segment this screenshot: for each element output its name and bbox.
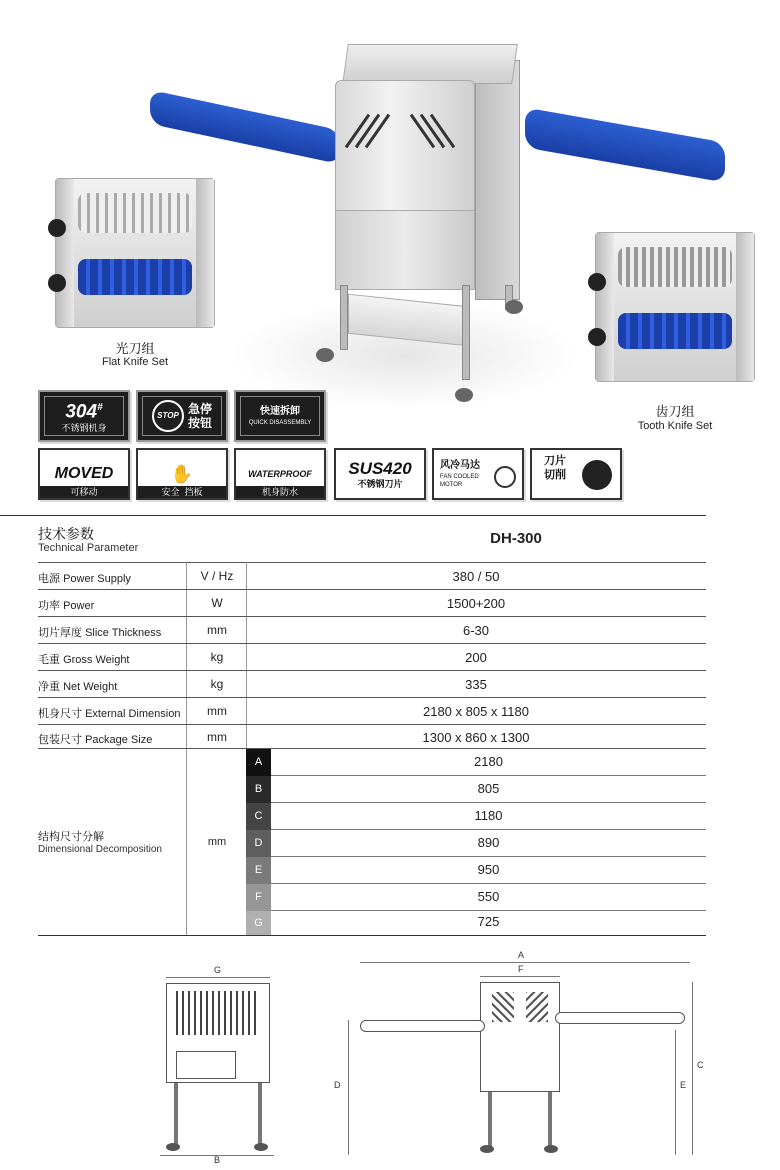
shield-icon: ✋ — [170, 463, 194, 484]
decomp-label-en: Dimensional Decomposition — [38, 844, 162, 855]
dimension-letter-a: A — [246, 749, 271, 776]
model-name: DH-300 — [490, 530, 542, 547]
dim-label-f: F — [518, 964, 524, 974]
badge-waterproof: WATERPROOF 机身防水 — [234, 448, 326, 500]
dim-label-e: E — [680, 1080, 687, 1090]
decomp-label-zh: 结构尺寸分解 — [38, 831, 104, 843]
right-conveyor — [555, 1012, 685, 1024]
dimension-value-b: 805 — [477, 781, 500, 796]
table-row: 净重 Net Weight kg 335 — [38, 677, 487, 693]
caster-wheel — [505, 300, 523, 314]
dimension-letter-b: B — [246, 776, 271, 803]
dimension-value-e: 950 — [477, 862, 500, 877]
left-conveyor — [360, 1020, 485, 1032]
dimension-value-f: 550 — [477, 889, 500, 904]
machine-leg — [462, 285, 470, 380]
flat-knife-set-image — [55, 178, 215, 328]
table-row: 毛重 Gross Weight kg 200 — [38, 650, 487, 666]
blade-assembly — [176, 991, 260, 1035]
caster-wheel — [480, 1145, 494, 1153]
badge-sus420-blade: SUS420 不锈钢刀片 — [334, 448, 426, 500]
tooth-knife-set-image — [595, 232, 755, 382]
table-top-line — [0, 515, 706, 516]
table-row: 电源 Power Supply V / Hz 380 / 50 — [38, 569, 500, 585]
badge-blade-cutting: 刀片切削 — [530, 448, 622, 500]
table-row: 包装尺寸 Package Size mm 1300 x 860 x 1300 — [38, 730, 530, 746]
dim-label-b: B — [214, 1155, 221, 1165]
badge-304-stainless: 304# 不锈钢机身 — [38, 390, 130, 442]
machine-leg — [340, 285, 348, 350]
meat-cut-icon — [582, 460, 612, 490]
dimension-value-g: 725 — [477, 914, 500, 929]
dimension-letter-d: D — [246, 830, 271, 857]
machine-top-cover — [342, 44, 518, 84]
right-conveyor-belt — [525, 107, 725, 182]
table-bottom-line — [38, 935, 706, 936]
dimension-letter-e: E — [246, 857, 271, 884]
tooth-knife-label-zh: 齿刀组 — [655, 404, 695, 419]
table-row: 切片厚度 Slice Thickness mm 6-30 — [38, 623, 490, 639]
flat-knife-label-zh: 光刀组 — [115, 341, 155, 356]
control-box — [176, 1051, 236, 1079]
side-view-drawing — [152, 965, 282, 1165]
machine-body — [335, 80, 475, 225]
dimension-value-d: 890 — [477, 835, 500, 850]
dim-label-d: D — [334, 1080, 341, 1090]
table-title-zh: 技术参数 — [38, 526, 94, 542]
machine-side-panel — [475, 60, 520, 300]
tooth-knife-label-en: Tooth Knife Set — [637, 420, 713, 432]
decomp-unit: mm — [207, 836, 227, 848]
dimension-value-c: 1180 — [474, 808, 503, 823]
table-title-en: Technical Parameter — [38, 542, 139, 554]
machine-lower-cabinet — [335, 210, 475, 290]
left-conveyor-belt — [150, 90, 340, 164]
dimension-letter-c: C — [246, 803, 271, 830]
badge-movable: MOVED 可移动 — [38, 448, 130, 500]
front-view-drawing — [330, 950, 710, 1165]
table-row: 功率 Power W 1500+200 — [38, 596, 506, 612]
caster-wheel — [166, 1143, 180, 1151]
table-row: 机身尺寸 External Dimension mm 2180 x 805 x 1180 — [38, 704, 529, 720]
badge-fan-cooled-motor: 风冷马达 FAN COOLED MOTOR — [432, 448, 524, 500]
dimension-value-a: 2180 — [474, 754, 503, 769]
dimension-letter-g: G — [246, 911, 271, 935]
badge-safety-guard: ✋ 安全 挡板 — [136, 448, 228, 500]
badge-emergency-stop: STOP 急停按钮 — [136, 390, 228, 442]
dim-label-a: A — [518, 950, 525, 960]
caster-wheel — [455, 388, 473, 402]
badge-quick-disassembly: 快速拆卸 QUICK DISASSEMBLY — [234, 390, 326, 442]
flat-knife-label-en: Flat Knife Set — [101, 356, 169, 368]
vent-grille — [492, 992, 514, 1022]
caster-wheel — [254, 1143, 268, 1151]
dim-label-g: G — [214, 965, 222, 975]
dim-label-c: C — [697, 1060, 704, 1070]
vent-grille — [526, 992, 548, 1022]
fan-icon — [494, 466, 516, 488]
dimension-letter-f: F — [246, 884, 271, 911]
caster-wheel — [544, 1145, 558, 1153]
caster-wheel — [316, 348, 334, 362]
